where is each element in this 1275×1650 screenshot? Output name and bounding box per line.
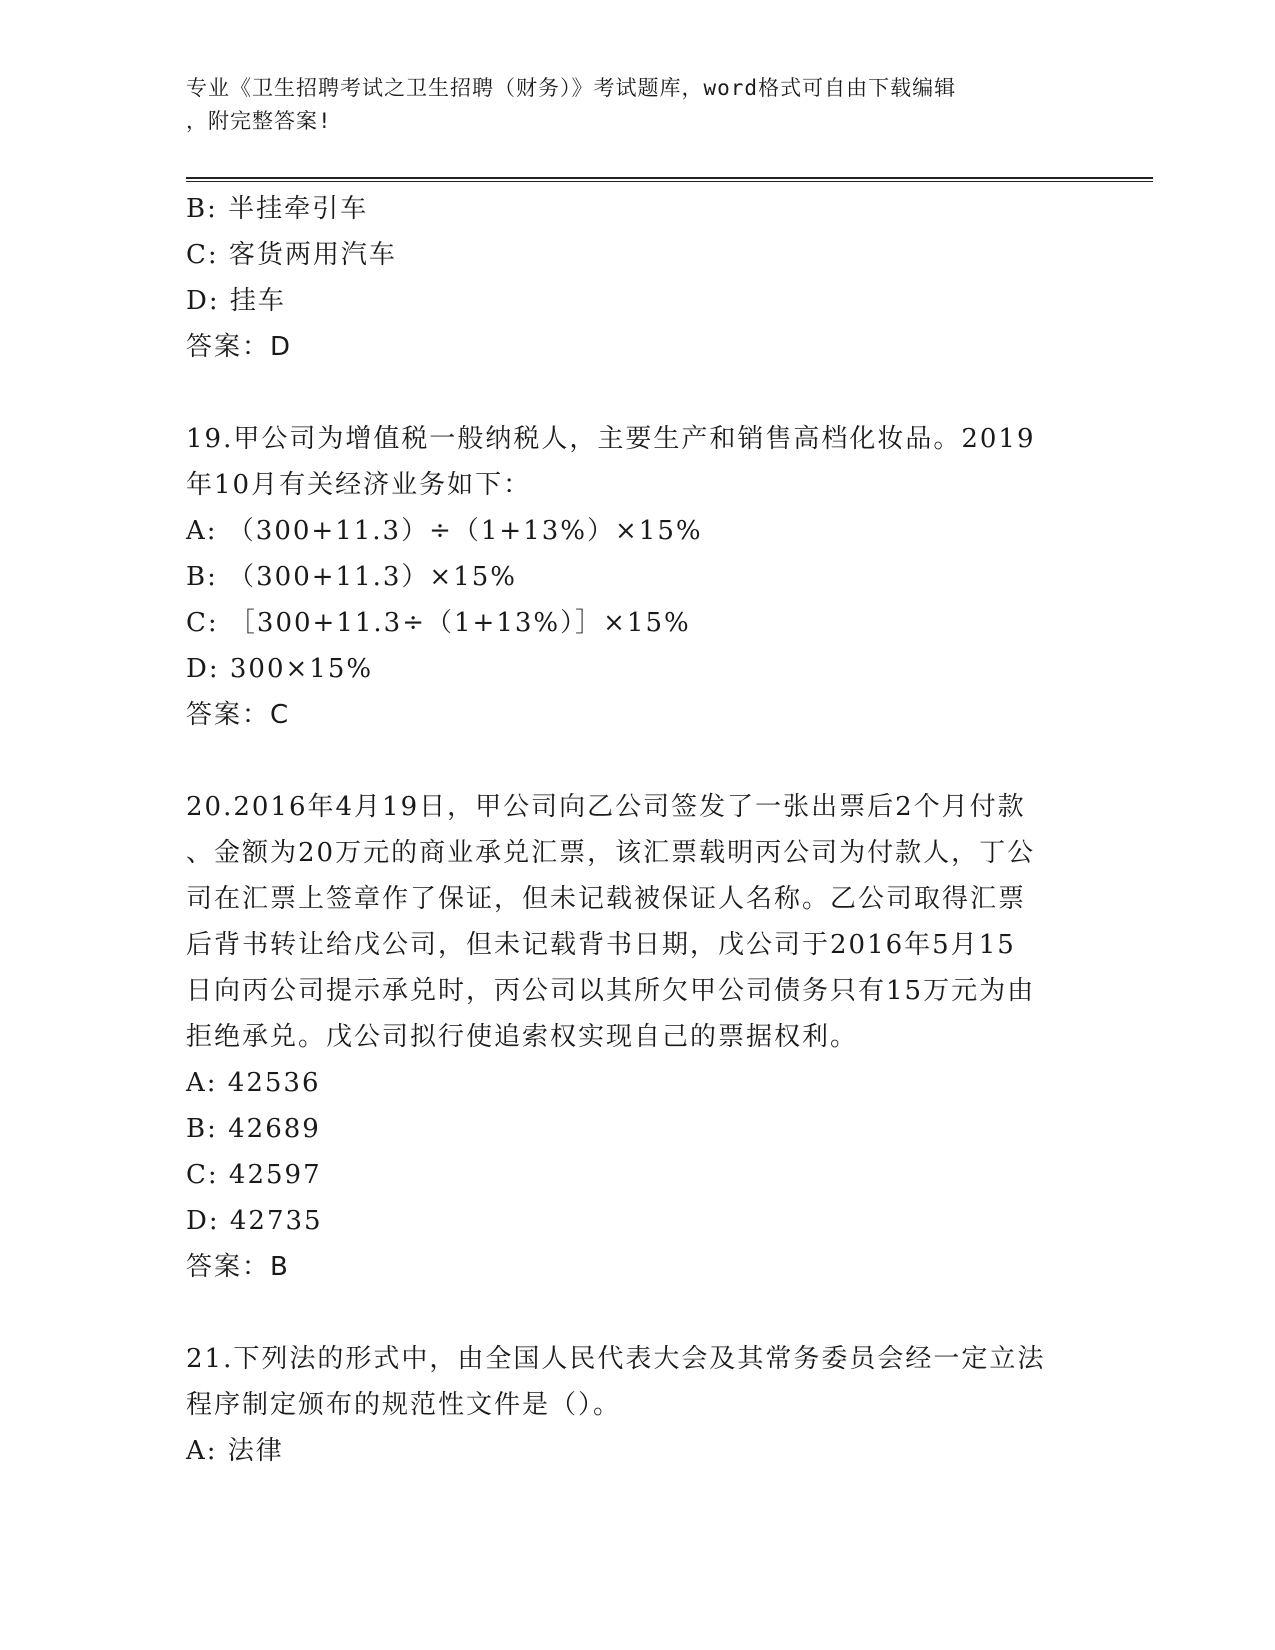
question-18 [186, 186, 1086, 370]
question-text-line: 20.2016年4月19日，甲公司向乙公司签发了一张出票后2个月付款 [186, 792, 1026, 822]
spacer [186, 1290, 1086, 1336]
option-a: A: 42536 [186, 1068, 321, 1098]
question-text-line: 、金额为20万元的商业承兑汇票，该汇票载明丙公司为付款人，丁公 [186, 838, 1036, 868]
question-text-line: 年10月有关经济业务如下： [186, 470, 532, 500]
header-divider [186, 177, 1153, 182]
answer: 答案：C [186, 700, 291, 730]
option-d: D: 42735 [186, 1206, 323, 1236]
option-a: A: 法律 [186, 1436, 284, 1466]
question-19 [186, 416, 1086, 738]
question-text-line: 后背书转让给戊公司，但未记载背书日期，戊公司于2016年5月15 [186, 930, 1016, 960]
option-d: D: 挂车 [186, 286, 286, 316]
option-b: B: 42689 [186, 1114, 321, 1144]
option-a: A: （300+11.3）÷（1+13%）×15% [186, 516, 703, 546]
question-20 [186, 784, 1086, 1290]
question-content [186, 186, 1086, 1474]
option-c: C: 42597 [186, 1160, 322, 1190]
option-c: C: 客货两用汽车 [186, 240, 397, 270]
header-line-1: 专业《卫生招聘考试之卫生招聘（财务）》考试题库，word格式可自由下载编辑 [186, 76, 957, 100]
option-d: D: 300×15% [186, 654, 374, 684]
answer: 答案：D [186, 332, 293, 362]
question-text-line: 拒绝承兑。戊公司拟行使追索权实现自己的票据权利。 [186, 1022, 859, 1052]
spacer [186, 370, 1086, 416]
option-c: C: ［300+11.3÷（1+13%）］×15% [186, 608, 691, 638]
question-text-line: 程序制定颁布的规范性文件是（）。 [186, 1390, 622, 1420]
question-text-line: 日向丙公司提示承兑时，丙公司以其所欠甲公司债务只有15万元为由 [186, 976, 1036, 1006]
question-text-line: 19.甲公司为增值税一般纳税人，主要生产和销售高档化妆品。2019 [186, 424, 1036, 454]
question-text-line: 21.下列法的形式中，由全国人民代表大会及其常务委员会经一定立法 [186, 1344, 1046, 1374]
question-text-line: 司在汇票上签章作了保证，但未记载被保证人名称。乙公司取得汇票 [186, 884, 1027, 914]
spacer [186, 738, 1086, 784]
document-header [186, 72, 1086, 138]
answer: 答案：B [186, 1252, 290, 1282]
option-b: B: 半挂牵引车 [186, 194, 369, 224]
question-21 [186, 1336, 1086, 1474]
option-b: B: （300+11.3）×15% [186, 562, 518, 592]
header-line-2: ，附完整答案! [186, 109, 332, 133]
